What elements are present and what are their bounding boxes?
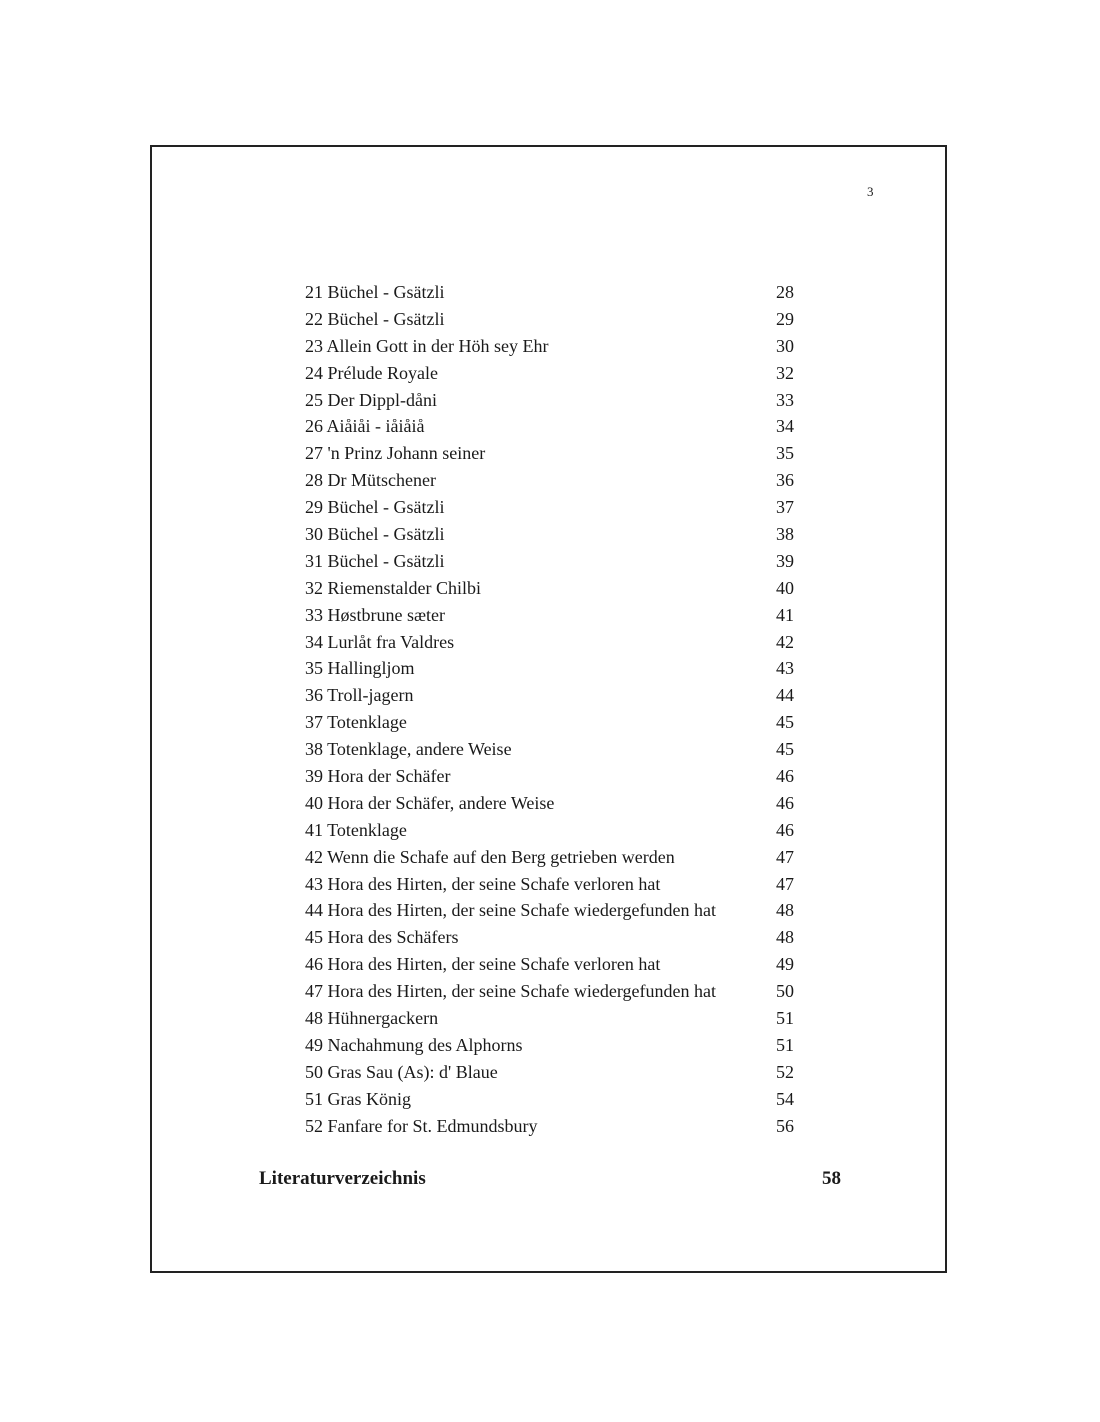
toc-entry[interactable] [305, 1005, 805, 1032]
toc-entry-page: 45 [776, 712, 794, 733]
toc-entry-page: 48 [776, 900, 794, 921]
toc-entry-page: 51 [776, 1008, 794, 1029]
toc-entry-title: 43 Hora des Hirten, der seine Schafe verloren hat [305, 873, 661, 894]
toc-entry-page: 47 [776, 846, 794, 867]
toc-entry-page: 51 [776, 1034, 794, 1055]
toc-entry-page: 41 [776, 604, 794, 625]
toc-entry-title: 38 Totenklage, andere Weise [305, 739, 512, 760]
toc-entry-page: 36 [776, 470, 794, 491]
toc-entry-title: 40 Hora der Schäfer, andere Weise [305, 792, 555, 813]
toc-entry-page: 46 [776, 819, 794, 840]
toc-entry[interactable] [305, 629, 805, 656]
toc-entry[interactable] [305, 763, 805, 790]
toc-entry-page: 30 [776, 335, 794, 356]
toc-entry[interactable] [305, 1113, 805, 1140]
toc-entry-title: 51 Gras König [305, 1088, 411, 1109]
section-title: Literaturverzeichnis [259, 1168, 426, 1189]
toc-entry[interactable] [305, 978, 805, 1005]
toc-entry-title: 47 Hora des Hirten, der seine Schafe wiedergefunden hat [305, 981, 717, 1002]
toc-entry-title: 36 Troll-jagern [305, 685, 414, 706]
toc-entry-page: 44 [776, 685, 794, 706]
toc-entry-page: 32 [776, 362, 794, 383]
toc-entry-page: 28 [776, 282, 794, 302]
toc-entry[interactable] [305, 548, 805, 575]
toc-entry-title: 34 Lurlåt fra Valdres [305, 631, 455, 652]
toc-entry-title: 48 Hühnergackern [305, 1008, 439, 1029]
toc-entry[interactable] [305, 682, 805, 709]
toc-entry[interactable] [305, 1086, 805, 1113]
toc-entry-page: 29 [776, 308, 794, 329]
toc-entry-page: 35 [776, 443, 794, 464]
toc-entry-page: 37 [776, 497, 794, 518]
toc-entry[interactable] [305, 387, 805, 414]
section-page: 58 [822, 1168, 841, 1189]
toc-entry-title: 26 Aiåiåi - iåiåiå [305, 416, 425, 437]
toc-entry-title: 52 Fanfare for St. Edmundsbury [305, 1115, 538, 1136]
toc-entry-title: 25 Der Dippl-dåni [305, 389, 437, 410]
toc-entry[interactable] [305, 575, 805, 602]
toc-entry-title: 35 Hallingljom [305, 658, 415, 679]
toc-entry-title: 49 Nachahmung des Alphorns [305, 1034, 523, 1055]
toc-entry[interactable] [305, 306, 805, 333]
toc-entry-title: 30 Büchel - Gsätzli [305, 524, 445, 545]
toc-entry-page: 46 [776, 792, 794, 813]
toc-entry[interactable] [305, 1059, 805, 1086]
toc-entry-title: 23 Allein Gott in der Höh sey Ehr [305, 335, 549, 356]
toc-entry-title: 46 Hora des Hirten, der seine Schafe verloren hat [305, 954, 661, 975]
toc-entry-title: 44 Hora des Hirten, der seine Schafe wiedergefunden hat [305, 900, 717, 921]
toc-entry-page: 40 [776, 577, 794, 598]
toc-entry-title: 29 Büchel - Gsätzli [305, 497, 445, 518]
toc-entry[interactable] [305, 736, 805, 763]
toc-entry[interactable] [305, 1032, 805, 1059]
toc-entry[interactable] [305, 333, 805, 360]
toc-entry-title: 50 Gras Sau (As): d' Blaue [305, 1061, 498, 1082]
toc-entry-page: 45 [776, 739, 794, 760]
toc-entry-page: 46 [776, 766, 794, 787]
toc-entry[interactable] [305, 871, 805, 898]
toc-entry[interactable] [305, 494, 805, 521]
toc-entry-page: 42 [776, 631, 794, 652]
toc-entry-title: 37 Totenklage [305, 712, 407, 733]
toc-entry[interactable] [305, 951, 805, 978]
toc-entry-title: 22 Büchel - Gsätzli [305, 308, 445, 329]
toc-entry[interactable] [305, 521, 805, 548]
toc-entry[interactable] [305, 655, 805, 682]
toc-entry-title: 41 Totenklage [305, 819, 407, 840]
toc-entry-title: 28 Dr Mütschener [305, 470, 436, 491]
toc-entry[interactable] [305, 440, 805, 467]
toc-entry-title: 32 Riemenstalder Chilbi [305, 577, 481, 598]
toc-entry-page: 39 [776, 550, 794, 571]
toc-entry-page: 47 [776, 873, 794, 894]
toc-entry-page: 52 [776, 1061, 794, 1082]
toc-entry[interactable] [305, 709, 805, 736]
toc-entry-page: 33 [776, 389, 794, 410]
page-number: 3 [867, 184, 874, 199]
toc-entry[interactable] [305, 924, 805, 951]
toc-entry-title: 24 Prélude Royale [305, 362, 438, 383]
toc-entry[interactable] [305, 790, 805, 817]
toc-entry-page: 54 [776, 1088, 794, 1109]
toc-entry[interactable] [305, 279, 805, 306]
toc-entry-title: 21 Büchel - Gsätzli [305, 282, 445, 302]
toc-entry-title: 33 Høstbrune sæter [305, 604, 445, 625]
toc-entry-page: 56 [776, 1115, 794, 1136]
toc-entry[interactable] [305, 602, 805, 629]
toc-entry[interactable] [305, 467, 805, 494]
toc-entry-page: 49 [776, 954, 794, 975]
toc-entry-title: 27 'n Prinz Johann seiner [305, 443, 486, 464]
toc-entry[interactable] [305, 817, 805, 844]
toc-entry[interactable] [305, 897, 805, 924]
toc-entry-title: 42 Wenn die Schafe auf den Berg getrieben werden [305, 846, 675, 867]
toc-entry[interactable] [305, 360, 805, 387]
toc-entry-page: 48 [776, 927, 794, 948]
toc-entry-title: 39 Hora der Schäfer [305, 766, 451, 787]
table-of-contents [305, 279, 805, 1140]
toc-entry-page: 43 [776, 658, 794, 679]
toc-entry-page: 50 [776, 981, 794, 1002]
toc-entry-title: 31 Büchel - Gsätzli [305, 550, 445, 571]
toc-entry[interactable] [305, 413, 805, 440]
toc-entry-title: 45 Hora des Schäfers [305, 927, 459, 948]
toc-entry-page: 38 [776, 524, 794, 545]
toc-entry[interactable] [305, 844, 805, 871]
toc-section-entry[interactable] [259, 1166, 849, 1192]
toc-entry-page: 34 [776, 416, 794, 437]
